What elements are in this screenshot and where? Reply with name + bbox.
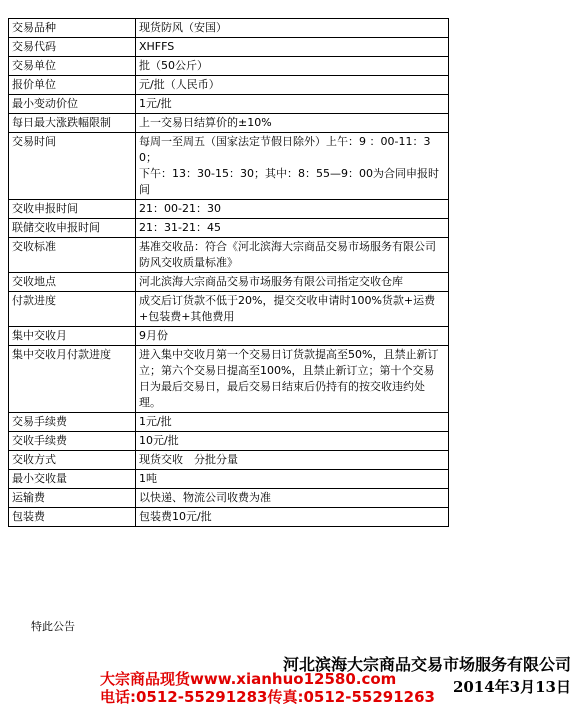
- row-value: 9月份: [136, 327, 449, 346]
- table-row: [9, 95, 449, 114]
- row-label: 交收方式: [9, 451, 136, 470]
- table-row: [9, 508, 449, 527]
- row-value: 现货防风（安国）: [136, 19, 449, 38]
- spec-table-body: [9, 19, 449, 527]
- issue-date: 2014年3月13日: [452, 678, 571, 696]
- table-row: [9, 413, 449, 432]
- row-value: 1元/批: [136, 95, 449, 114]
- row-label: 联储交收申报时间: [9, 219, 136, 238]
- table-row: [9, 292, 449, 327]
- row-label: 最小变动价位: [9, 95, 136, 114]
- row-label: 交易手续费: [9, 413, 136, 432]
- row-value: 21：00-21：30: [136, 200, 449, 219]
- table-row: [9, 273, 449, 292]
- spec-table: [8, 18, 449, 527]
- row-value: 以快递、物流公司收费为准: [136, 489, 449, 508]
- row-value: 成交后订货款不低于20%，提交交收申请时100%货款+运费+包装费+其他费用: [136, 292, 449, 327]
- row-value: 元/批（人民币）: [136, 76, 449, 95]
- row-value: 1元/批: [136, 413, 449, 432]
- row-value: 21：31-21：45: [136, 219, 449, 238]
- watermark-line-2: 电话:0512-55291283传真:0512-55291263: [100, 688, 435, 706]
- row-label: 交收地点: [9, 273, 136, 292]
- row-value: 1吨: [136, 470, 449, 489]
- row-label: 交收手续费: [9, 432, 136, 451]
- row-label: 包装费: [9, 508, 136, 527]
- table-row: [9, 470, 449, 489]
- row-value: 河北滨海大宗商品交易市场服务有限公司指定交收仓库: [136, 273, 449, 292]
- table-row: [9, 489, 449, 508]
- row-label: 交易代码: [9, 38, 136, 57]
- notice-text: 特此公告: [31, 620, 75, 633]
- table-row: [9, 346, 449, 413]
- row-label: 交易品种: [9, 19, 136, 38]
- table-row: [9, 238, 449, 273]
- row-label: 报价单位: [9, 76, 136, 95]
- table-row: [9, 38, 449, 57]
- row-label: 最小交收量: [9, 470, 136, 489]
- row-value: 上一交易日结算价的±10%: [136, 114, 449, 133]
- row-value: 现货交收 分批分量: [136, 451, 449, 470]
- issuer-name: 河北滨海大宗商品交易市场服务有限公司: [282, 655, 571, 674]
- row-value: XHFFS: [136, 38, 449, 57]
- row-value: 包装费10元/批: [136, 508, 449, 527]
- table-row: [9, 133, 449, 200]
- row-value: 进入集中交收月第一个交易日订货款提高至50%，且禁止新订立；第六个交易日提高至100%，且禁止新订立；第十个交易日为最后交易日，最后交易日结束后仍持有的按交收违约处理。: [136, 346, 449, 413]
- table-row: [9, 432, 449, 451]
- row-label: 交收申报时间: [9, 200, 136, 219]
- table-row: [9, 19, 449, 38]
- row-label: 交易单位: [9, 57, 136, 76]
- row-label: 运输费: [9, 489, 136, 508]
- row-label: 交易时间: [9, 133, 136, 200]
- table-row: [9, 114, 449, 133]
- table-row: [9, 451, 449, 470]
- row-value: 10元/批: [136, 432, 449, 451]
- row-label: 交收标准: [9, 238, 136, 273]
- watermark-line-1: 大宗商品现货www.xianhuo12580.com: [100, 670, 397, 688]
- table-row: [9, 200, 449, 219]
- row-label: 每日最大涨跌幅限制: [9, 114, 136, 133]
- row-label: 集中交收月: [9, 327, 136, 346]
- table-row: [9, 76, 449, 95]
- row-label: 付款进度: [9, 292, 136, 327]
- row-value: 基准交收品：符合《河北滨海大宗商品交易市场服务有限公司防风交收质量标准》: [136, 238, 449, 273]
- row-value: 批（50公斤）: [136, 57, 449, 76]
- row-label: 集中交收月付款进度: [9, 346, 136, 413]
- table-row: [9, 327, 449, 346]
- table-row: [9, 219, 449, 238]
- table-row: [9, 57, 449, 76]
- row-value: 每周一至周五（国家法定节假日除外）上午：9 ：00-11：30； 下午：13：30-15：30；其中：8：55—9：00为合同申报时间: [136, 133, 449, 200]
